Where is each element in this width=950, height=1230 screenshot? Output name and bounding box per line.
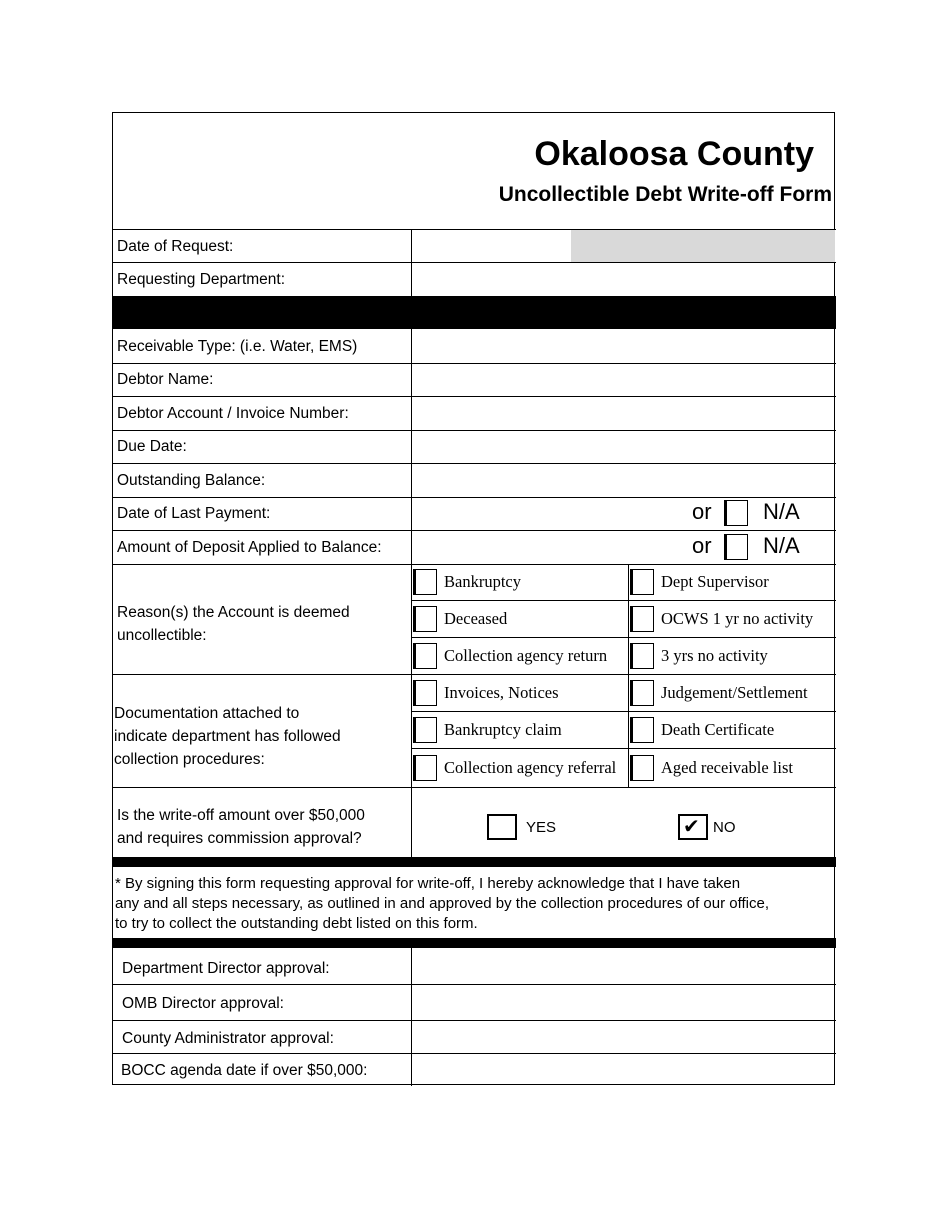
date-of-request-label: Date of Request: [117, 238, 234, 255]
commission-question-line1: Is the write-off amount over $50,000 [117, 807, 365, 824]
county-administrator-signature[interactable] [412, 1021, 836, 1053]
reason-collection-return-label: Collection agency return [444, 646, 608, 665]
acknowledgement-text [115, 874, 769, 934]
reason-3yrs-checkbox[interactable] [630, 643, 654, 669]
date-shaded-cell [571, 230, 835, 262]
commission-no-checkbox[interactable] [678, 814, 708, 840]
acknowledgement-line1: * By signing this form requesting approval for write-off, I hereby acknowledge that I have taken [115, 875, 741, 892]
commission-question-line2: and requires commission approval? [117, 830, 362, 847]
date-of-request-input[interactable] [412, 230, 571, 262]
reason-bankruptcy-checkbox[interactable] [413, 569, 437, 595]
due-date-label: Due Date: [117, 438, 187, 455]
write-off-form [112, 112, 835, 1085]
receivable-type-label: Receivable Type: (i.e. Water, EMS) [117, 338, 358, 355]
doc-death-certificate-label: Death Certificate [661, 720, 775, 739]
doc-aged-receivable-label: Aged receivable list [661, 758, 793, 777]
commission-divider-bar [113, 857, 836, 867]
due-date-input[interactable] [412, 431, 836, 463]
acknowledgement-line3: to try to collect the outstanding debt listed on this form. [115, 915, 478, 932]
bocc-agenda-input[interactable] [412, 1054, 836, 1085]
doc-aged-receivable-checkbox[interactable] [630, 755, 654, 781]
debtor-name-input[interactable] [412, 364, 836, 396]
documentation-label-line2: indicate department has followed [114, 728, 341, 745]
county-administrator-label: County Administrator approval: [122, 1030, 334, 1047]
reason-3yrs-label: 3 yrs no activity [661, 646, 768, 665]
doc-judgement-label: Judgement/Settlement [661, 683, 808, 702]
doc-death-certificate-checkbox[interactable] [630, 717, 654, 743]
debtor-name-label: Debtor Name: [117, 371, 214, 388]
acknowledgement-line2: any and all steps necessary, as outlined in and approved by the collection procedures of our office, [115, 895, 770, 912]
outstanding-balance-label: Outstanding Balance: [117, 472, 266, 489]
doc-invoices-label: Invoices, Notices [444, 683, 559, 702]
or-label: or [692, 533, 712, 558]
receivable-type-input[interactable] [412, 330, 836, 363]
reason-dept-supervisor-label: Dept Supervisor [661, 572, 769, 591]
requesting-department-label: Requesting Department: [117, 271, 286, 288]
last-payment-na-checkbox[interactable] [724, 500, 748, 526]
reasons-label-line1: Reason(s) the Account is deemed [117, 604, 350, 621]
date-last-payment-input[interactable] [412, 498, 682, 530]
department-director-signature[interactable] [412, 948, 836, 984]
reason-ocws-label: OCWS 1 yr no activity [661, 609, 814, 628]
deposit-applied-input[interactable] [412, 531, 682, 564]
omb-director-label: OMB Director approval: [122, 995, 284, 1012]
ack-divider-bar [113, 938, 836, 948]
reasons-label-line2: uncollectible: [117, 627, 207, 644]
bocc-agenda-label: BOCC agenda date if over $50,000: [121, 1062, 368, 1079]
department-director-label: Department Director approval: [122, 960, 330, 977]
documentation-label-line3: collection procedures: [114, 751, 265, 768]
or-label: or [692, 499, 712, 524]
commission-no-label: NO [713, 819, 736, 836]
county-title: Okaloosa County [534, 135, 814, 173]
debtor-account-label: Debtor Account / Invoice Number: [117, 405, 349, 422]
section-divider-bar [113, 296, 836, 329]
requesting-department-input[interactable] [412, 263, 836, 296]
documentation-label-line1: Documentation attached to [114, 705, 300, 722]
reason-deceased-checkbox[interactable] [413, 606, 437, 632]
omb-director-signature[interactable] [412, 985, 836, 1020]
doc-collection-referral-checkbox[interactable] [413, 755, 437, 781]
commission-yes-label: YES [526, 819, 557, 836]
reason-deceased-label: Deceased [444, 609, 508, 628]
doc-collection-referral-label: Collection agency referral [444, 758, 617, 777]
date-last-payment-label: Date of Last Payment: [117, 505, 271, 522]
reason-bankruptcy-label: Bankruptcy [444, 572, 521, 591]
deposit-applied-label: Amount of Deposit Applied to Balance: [117, 539, 382, 556]
na-label: N/A [763, 533, 800, 558]
doc-invoices-checkbox[interactable] [413, 680, 437, 706]
outstanding-balance-input[interactable] [412, 464, 836, 497]
doc-bankruptcy-claim-label: Bankruptcy claim [444, 720, 562, 739]
form-subtitle: Uncollectible Debt Write-off Form [498, 183, 832, 206]
reason-collection-return-checkbox[interactable] [413, 643, 437, 669]
doc-bankruptcy-claim-checkbox[interactable] [413, 717, 437, 743]
check-mark-icon: ✔ [683, 816, 700, 838]
commission-yes-checkbox[interactable] [487, 814, 517, 840]
doc-judgement-checkbox[interactable] [630, 680, 654, 706]
reason-dept-supervisor-checkbox[interactable] [630, 569, 654, 595]
deposit-na-checkbox[interactable] [724, 534, 748, 560]
reason-ocws-checkbox[interactable] [630, 606, 654, 632]
debtor-account-input[interactable] [412, 397, 836, 430]
na-label: N/A [763, 499, 800, 524]
